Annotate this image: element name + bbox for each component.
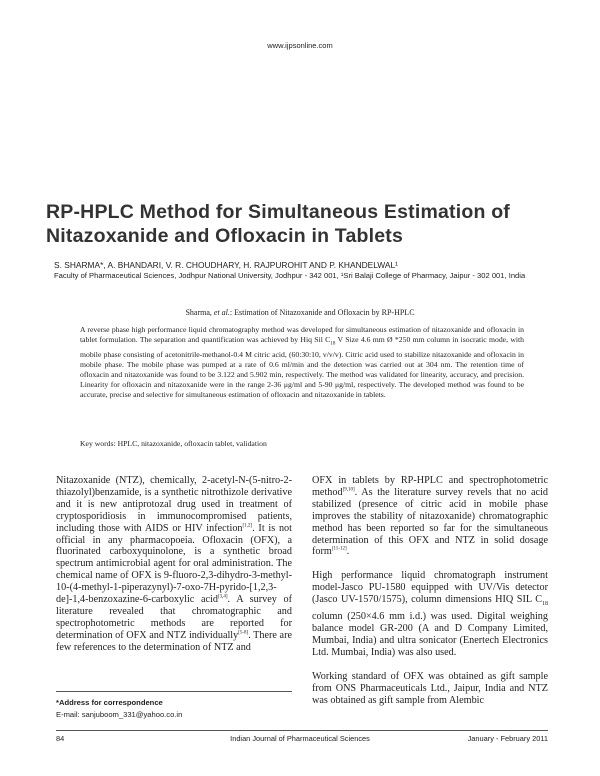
- text-run: Working standard of OFX was obtained as gift sample from ONS Pharmaceuticals Ltd., Jaipur, India and NTZ was obtained as gift sample from Alembic: [312, 670, 548, 706]
- citation: [11-12]: [331, 547, 347, 553]
- journal-name: Indian Journal of Pharmaceutical Sciences: [230, 734, 370, 743]
- text-run: . A survey of literature revealed that chromatographic and spectrophotometric methods are reported for determination of OFX and NTZ individually: [56, 594, 292, 641]
- paragraph: [56, 475, 292, 654]
- text-run: . As the literature survey revels that no acid stabilized (presence of citric acid in mobile phase improves the stability of nitazoxanide) chromatographic method has been reported so far for the simultaneous determination of this OFX and NTZ in solid dosage form: [312, 486, 548, 558]
- abstract: [80, 325, 524, 400]
- footnote-divider: [56, 691, 292, 692]
- page-number: 84: [56, 734, 65, 743]
- paper-title: RP-HPLC Method for Simultaneous Estimation of Nitazoxanide and Ofloxacin in Tablets: [46, 201, 511, 247]
- text-run: . There are few references to the determination of NTZ and: [56, 629, 292, 653]
- body-column-right: [312, 475, 548, 718]
- text-run: OFX in tablets by RP-HPLC and spectrophotometric method: [312, 475, 548, 498]
- body-column-left: [56, 475, 292, 666]
- paragraph: [312, 671, 548, 707]
- keywords-text: HPLC, nitazoxanide, ofloxacin tablet, validation: [117, 439, 267, 448]
- abstract-text-2: V Size 4.6 mm Ø *250 mm column in isocratic mode, with mobile phase consisting of acetonitrile-methanol-0.4 M citric acid, (60:30:10, v/v/v). Citric acid used to stabilize nitazoxanide and ofloxacin in mobile phase. The mobile phase was pumped at a rate of 0.6 ml/min and the detection was carried out at 304 nm. The retention time of ofloxacin and nitazoxanide was found to be 3.122 and 5.902 min, respectively. The method was validated for linearity, accuracy, and precision. Linearity for ofloxacin and nitazoxanide were in the range 2-36 μg/ml and 5-90 μg/ml, respectively. The developed method was found to be accurate, precise and selective for simultaneous estimation of ofloxacin and nitazoxanide in tablets.: [80, 335, 524, 400]
- citation: [3,4]: [217, 594, 228, 600]
- keywords-label: Key words:: [80, 439, 118, 448]
- text-run: High performance liquid chromatograph instrument model-Jasco PU-1580 equipped with UV/Vis detector (Jasco UV-1570/1575), column dimensions HIQ SIL C: [312, 570, 548, 606]
- running-head-etal: et al.: [213, 308, 230, 317]
- issue-date: January - February 2011: [467, 734, 548, 743]
- citation: [5-8]: [238, 630, 249, 636]
- citation: [1,2]: [242, 523, 253, 529]
- subscript: 18: [542, 601, 548, 608]
- citation: [9,10]: [342, 487, 355, 493]
- text-run: . It is not official in any pharmacopoeia. Ofloxacin (OFX), a fluorinated carboxyquinolone, is a synthetic broad spectrum antimicrobial agent for oral administration. The chemical name of OFX is 9-fluoro-2,3-dihydro-3-methyl-10-(4-methyl-1-piperazynyl)-7-oxo-7H-pyrido-[1,2,3-de]-1,4-benzoxazine-6-carboxylic acid: [56, 522, 292, 606]
- paragraph: [312, 570, 548, 658]
- author-list: S. SHARMA*, A. BHANDARI, V. R. CHOUDHARY, H. RAJPUROHIT AND P. KHANDELWAL¹: [54, 260, 398, 270]
- text-run: .: [346, 546, 350, 558]
- abstract-subscript: 18: [330, 341, 336, 347]
- affiliation: Faculty of Pharmaceutical Sciences, Jodhpur National University, Jodhpur - 342 001, ¹Sri Balaji College of Pharmacy, Jaipur - 302 001, India: [54, 271, 526, 280]
- text-run: Nitazoxanide (NTZ), chemically, 2-acetyl-N-(5-nitro-2-thiazolyl)benzamide, is a synthetic nitrothizole derivative and it is new antiprotozal drug used in treatment of cryptosporidiosis in immunocompromised patients, including those with AIDS or HIV infection: [56, 475, 292, 534]
- paragraph: [312, 475, 548, 558]
- footer-divider: [56, 730, 548, 731]
- keywords: [80, 439, 524, 448]
- text-run: column (250×4.6 mm i.d.) was used. Digital weighing balance model GR-200 (A and D Company Limited, Mumbai, India) and ultra sonicator (Enertech Electronics Ltd. Mumbai, India) was also used.: [312, 611, 548, 658]
- journal-url: www.ijpsonline.com: [267, 41, 333, 50]
- correspondence-email: E-mail: sanjuboom_331@yahoo.co.in: [56, 710, 183, 719]
- abstract-text-1: A reverse phase high performance liquid chromatography method was developed for simultaneous estimation of nitazoxanide and ofloxacin in tablet formulation. The separation and quantification was achieved by Hiq Sil C: [80, 325, 524, 345]
- running-head: [0, 308, 600, 317]
- correspondence-label: *Address for correspondence: [56, 698, 163, 707]
- running-head-title: : Estimation of Nitazoxanide and Ofloxacin by RP-HPLC: [229, 308, 415, 317]
- running-head-authors: Sharma,: [185, 308, 214, 317]
